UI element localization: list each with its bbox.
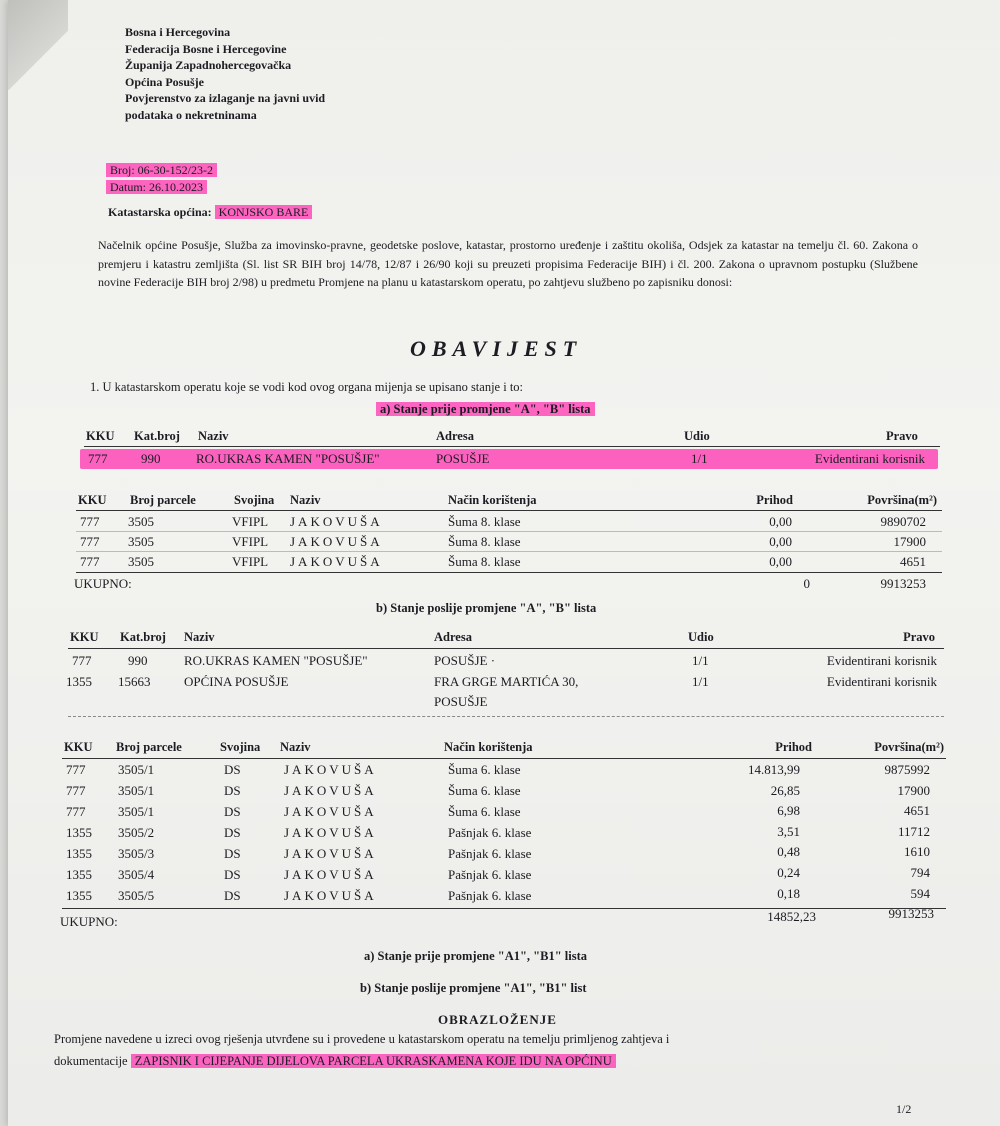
parcel-broj: 3505 xyxy=(128,554,154,569)
owner-pravo: Evidentirani korisnik xyxy=(826,674,937,689)
parcel-kku: 777 xyxy=(66,804,86,819)
parcel-nacin: Šuma 6. klase xyxy=(448,762,521,777)
section-b1-title: b) Stanje poslije promjene "A1", "B1" list xyxy=(360,981,587,995)
owner-adresa-line2: POSUŠJE xyxy=(434,694,488,709)
document-page xyxy=(8,0,1000,1126)
total-label: UKUPNO: xyxy=(60,914,118,929)
parcel-povrsina: 9890702 xyxy=(880,514,926,529)
row-divider xyxy=(76,551,942,552)
cadastral-municipality xyxy=(108,204,312,221)
owner-naziv: OPĆINA POSUŠJE xyxy=(184,674,289,689)
owner-kat-broj: 15663 xyxy=(118,674,151,689)
parcel-povrsina: 594 xyxy=(910,886,930,901)
parcel-kku: 1355 xyxy=(66,867,92,882)
col-adresa: Adresa xyxy=(436,429,474,443)
header-line: Županija Zapadnohercegovačka xyxy=(125,58,292,72)
parcel-broj: 3505/1 xyxy=(118,783,155,798)
col-kku: KKU xyxy=(78,493,107,507)
parcel-naziv: JAKOVUŠA xyxy=(290,554,383,569)
intro-paragraph: Načelnik općine Posušje, Služba za imovinsko-pravne, geodetske poslove, katastar, prostorno uređenje i zaštitu okoliša, Odsjek za katastar na temelju čl. 60. Zakona o premjeru i katastru zemljišta (Sl. list SR BIH broj 14/78, 12/87 i 26/90 koji su preuzeti propisima Federacije BIH) i čl. 200. Zakona o upravnom postupku (Službene novine Federacije BIH broj 2/98) u predmetu Promjene na planu u katastarskom operatu, po zahtjevu službeno po zapisniku donosi: xyxy=(98,238,918,289)
parcel-naziv: JAKOVUŠA xyxy=(284,867,377,882)
obrazlozenje-title: OBRAZLOŽENJE xyxy=(438,1012,557,1027)
section-a-title: a) Stanje prije promjene "A", "B" lista xyxy=(376,402,595,416)
parcel-svojina: DS xyxy=(224,825,241,840)
parcel-kku: 1355 xyxy=(66,846,92,861)
parcel-nacin: Šuma 8. klase xyxy=(448,514,521,529)
col-pravo: Pravo xyxy=(903,630,935,644)
parcel-kku: 777 xyxy=(80,534,100,549)
header-line: Općina Posušje xyxy=(125,74,205,89)
section-b-title: b) Stanje poslije promjene "A", "B" lista xyxy=(376,601,597,615)
point-1: 1. U katastarskom operatu koje se vodi kod ovog organa mijenja se upisano stanje i to: xyxy=(90,380,524,394)
parcel-povrsina: 4651 xyxy=(904,803,930,818)
col-prihod: Prihod xyxy=(775,740,812,754)
owner-udio: 1/1 xyxy=(691,451,708,466)
parcel-broj: 3505 xyxy=(128,514,154,529)
owner-naziv: RO.UKRAS KAMEN "POSUŠJE" xyxy=(196,451,380,466)
parcel-naziv: JAKOVUŠA xyxy=(284,804,377,819)
divider xyxy=(84,446,940,447)
col-nacin-koristenja: Način korištenja xyxy=(444,740,533,754)
parcel-broj: 3505/4 xyxy=(118,867,155,882)
parcel-svojina: DS xyxy=(224,804,241,819)
parcel-povrsina: 794 xyxy=(910,865,930,880)
col-kku: KKU xyxy=(70,630,99,644)
parcel-prihod: 0,00 xyxy=(769,514,792,529)
owner-kku: 777 xyxy=(72,653,92,668)
col-kku: KKU xyxy=(64,740,93,754)
col-kat-broj: Kat.broj xyxy=(120,630,166,644)
owner-kat-broj: 990 xyxy=(128,653,148,668)
parcel-svojina: VFIPL xyxy=(232,514,269,529)
parcel-povrsina: 17900 xyxy=(897,783,930,798)
divider xyxy=(62,758,946,759)
col-naziv: Naziv xyxy=(290,493,321,507)
col-svojina: Svojina xyxy=(234,493,275,507)
col-nacin-koristenja: Način korištenja xyxy=(448,493,537,507)
parcel-povrsina: 17900 xyxy=(893,534,926,549)
parcel-broj: 3505/1 xyxy=(118,762,155,777)
divider xyxy=(68,648,944,649)
col-naziv: Naziv xyxy=(198,429,229,443)
parcel-kku: 777 xyxy=(66,762,86,777)
col-udio: Udio xyxy=(688,630,714,644)
parcel-svojina: VFIPL xyxy=(232,534,269,549)
parcel-nacin: Šuma 8. klase xyxy=(448,534,521,549)
parcel-prihod: 6,98 xyxy=(777,803,800,818)
col-naziv: Naziv xyxy=(184,630,215,644)
parcel-prihod: 0,18 xyxy=(777,886,800,901)
parcel-povrsina: 4651 xyxy=(900,554,926,569)
owner-kku: 1355 xyxy=(66,674,92,689)
parcel-prihod: 0,24 xyxy=(777,865,800,880)
total-prihod: 0 xyxy=(803,576,810,591)
ko-label: Katastarska općina: xyxy=(108,205,212,219)
parcel-kku: 777 xyxy=(80,514,100,529)
owner-adresa: POSUŠJE xyxy=(436,451,490,466)
page-curl xyxy=(8,0,68,90)
parcel-svojina: DS xyxy=(224,888,241,903)
document-title: OBAVIJEST xyxy=(410,336,583,361)
parcel-prihod: 0,00 xyxy=(769,534,792,549)
owner-kat-broj: 990 xyxy=(141,451,161,466)
divider xyxy=(76,572,942,573)
page-number: 1/2 xyxy=(896,1102,912,1116)
parcel-nacin: Šuma 6. klase xyxy=(448,804,521,819)
total-povrsina: 9913253 xyxy=(880,576,926,591)
parcel-broj: 3505/5 xyxy=(118,888,155,903)
parcel-svojina: DS xyxy=(224,867,241,882)
parcel-svojina: VFIPL xyxy=(232,554,269,569)
owner-kku: 777 xyxy=(88,451,108,466)
owner-pravo: Evidentirani korisnik xyxy=(814,451,925,466)
owner-adresa: FRA GRGE MARTIĆA 30, xyxy=(434,674,579,689)
parcel-povrsina: 1610 xyxy=(904,844,930,859)
parcel-nacin: Šuma 8. klase xyxy=(448,554,521,569)
parcel-kku: 777 xyxy=(66,783,86,798)
parcel-kku: 1355 xyxy=(66,825,92,840)
parcel-broj: 3505/3 xyxy=(118,846,155,861)
total-povrsina: 9913253 xyxy=(888,906,934,921)
col-kku: KKU xyxy=(86,429,115,443)
parcel-broj: 3505/1 xyxy=(118,804,155,819)
parcel-broj: 3505/2 xyxy=(118,825,155,840)
col-naziv: Naziv xyxy=(280,740,311,754)
parcel-prihod: 26,85 xyxy=(770,783,800,798)
header-line: podataka o nekretninama xyxy=(125,107,257,122)
parcel-naziv: JAKOVUŠA xyxy=(290,514,383,529)
header-line: Federacija Bosne i Hercegovine xyxy=(125,41,287,56)
owner-udio: 1/1 xyxy=(692,674,709,689)
total-label: UKUPNO: xyxy=(74,576,132,591)
owner-naziv: RO.UKRAS KAMEN "POSUŠJE" xyxy=(184,653,368,668)
col-adresa: Adresa xyxy=(434,630,472,644)
col-broj-parcele: Broj parcele xyxy=(130,493,196,507)
parcel-naziv: JAKOVUŠA xyxy=(284,762,377,777)
parcel-povrsina: 9875992 xyxy=(884,762,930,777)
parcel-svojina: DS xyxy=(224,846,241,861)
parcel-svojina: DS xyxy=(224,762,241,777)
issuer-header xyxy=(125,24,325,123)
document-date: Datum: 26.10.2023 xyxy=(106,180,207,194)
col-kat-broj: Kat.broj xyxy=(134,429,180,443)
parcel-naziv: JAKOVUŠA xyxy=(284,888,377,903)
parcel-naziv: JAKOVUŠA xyxy=(284,783,377,798)
row-divider xyxy=(76,531,942,532)
document-number: Broj: 06-30-152/23-2 xyxy=(106,163,217,177)
col-pravo: Pravo xyxy=(886,429,918,443)
parcel-prihod: 0,00 xyxy=(769,554,792,569)
parcel-naziv: JAKOVUŠA xyxy=(284,825,377,840)
obrazlozenje-highlight: ZAPISNIK I CIJEPANJE DIJELOVA PARCELA UKRASKAMENA KOJE IDU NA OPĆINU xyxy=(131,1054,616,1068)
col-prihod: Prihod xyxy=(756,493,793,507)
col-udio: Udio xyxy=(684,429,710,443)
total-prihod: 14852,23 xyxy=(767,909,816,924)
obrazlozenje-text-2: dokumentacije xyxy=(54,1054,128,1068)
parcel-naziv: JAKOVUŠA xyxy=(284,846,377,861)
parcel-nacin: Šuma 6. klase xyxy=(448,783,521,798)
document-meta xyxy=(106,162,217,196)
header-line: Bosna i Hercegovina xyxy=(125,25,231,39)
parcel-povrsina: 11712 xyxy=(897,824,930,839)
divider xyxy=(76,510,942,511)
owner-pravo: Evidentirani korisnik xyxy=(826,653,937,668)
col-svojina: Svojina xyxy=(220,740,261,754)
col-povrsina: Površina(m²) xyxy=(874,740,944,754)
dashed-divider xyxy=(68,716,944,717)
parcel-kku: 1355 xyxy=(66,888,92,903)
parcel-nacin: Pašnjak 6. klase xyxy=(448,867,532,882)
parcel-nacin: Pašnjak 6. klase xyxy=(448,888,532,903)
header-line: Povjerenstvo za izlaganje na javni uvid xyxy=(125,91,326,105)
parcel-kku: 777 xyxy=(80,554,100,569)
parcel-nacin: Pašnjak 6. klase xyxy=(448,846,532,861)
col-broj-parcele: Broj parcele xyxy=(116,740,182,754)
parcel-prihod: 14.813,99 xyxy=(748,762,800,777)
owner-adresa: POSUŠJE · xyxy=(434,653,496,668)
parcel-nacin: Pašnjak 6. klase xyxy=(448,825,532,840)
parcel-prihod: 0,48 xyxy=(777,844,800,859)
owner-udio: 1/1 xyxy=(692,653,709,668)
obrazlozenje-line2 xyxy=(54,1054,616,1069)
section-a1-title: a) Stanje prije promjene "A1", "B1" lista xyxy=(364,949,587,963)
col-povrsina: Površina(m²) xyxy=(867,493,937,507)
obrazlozenje-text: Promjene navedene u izreci ovog rješenja utvrđene su i provedene u katastarskom operatu na temelju primljenog zahtjeva i xyxy=(54,1032,670,1046)
parcel-naziv: JAKOVUŠA xyxy=(290,534,383,549)
ko-value: KONJSKO BARE xyxy=(215,205,313,219)
parcel-prihod: 3,51 xyxy=(777,824,800,839)
parcel-broj: 3505 xyxy=(128,534,154,549)
parcel-svojina: DS xyxy=(224,783,241,798)
